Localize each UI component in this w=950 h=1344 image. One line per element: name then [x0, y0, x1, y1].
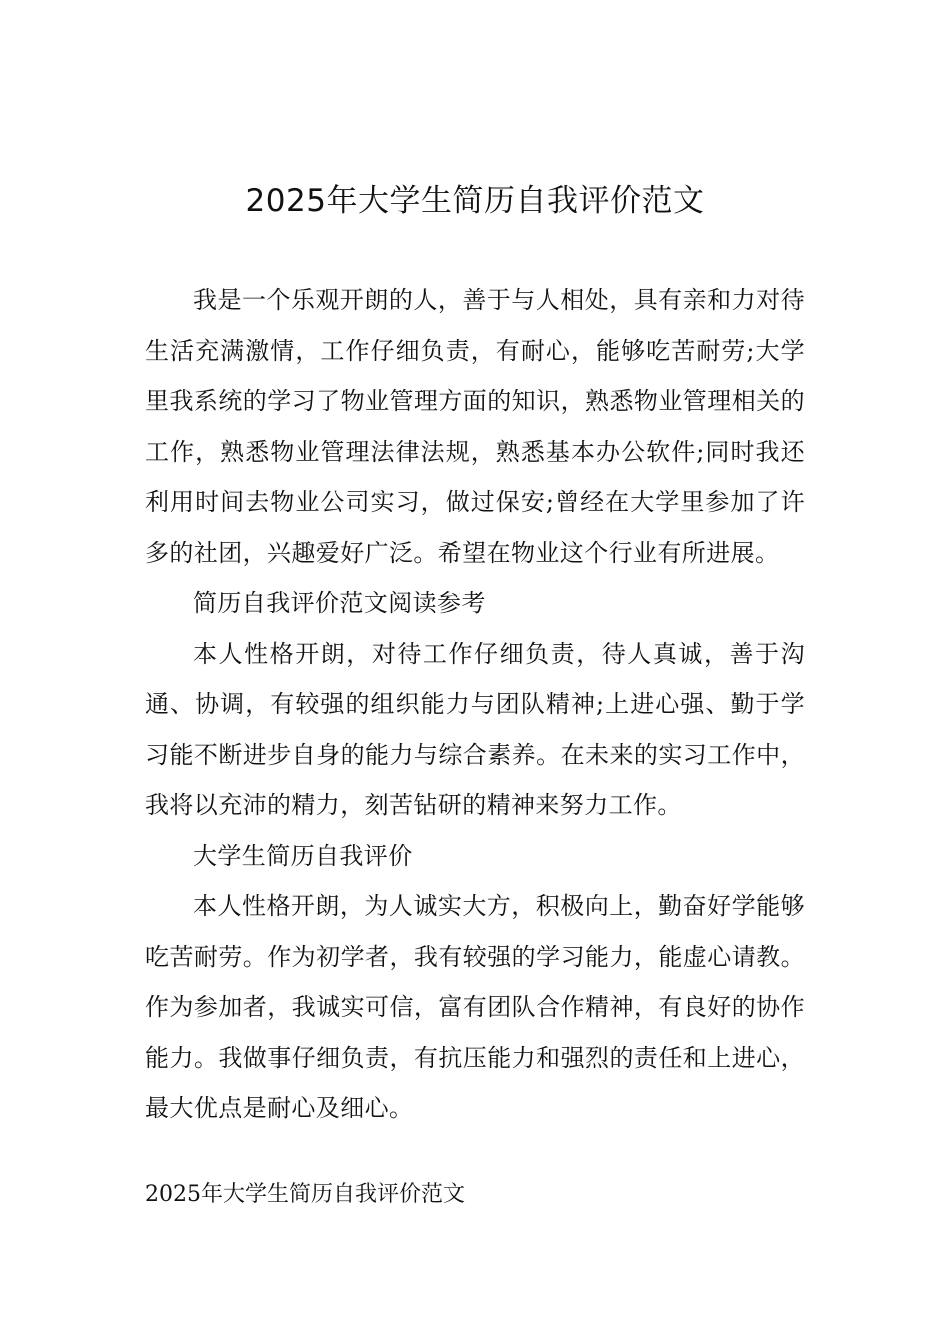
paragraph-intro: 我是一个乐观开朗的人，善于与人相处，具有亲和力对待生活充满激情，工作仔细负责，有耐心，能够吃苦耐劳;大学里我系统的学习了物业管理方面的知识，熟悉物业管理相关的工作，熟悉物业管理法律法规，熟悉基本办公软件;同时我还利用时间去物业公司实习，做过保安;曾经在大学里参加了许多的社团，兴趣爱好广泛。希望在物业这个行业有所进展。: [145, 286, 805, 567]
section-heading-student: 大学生简历自我评价: [193, 841, 413, 870]
document-body: [145, 275, 805, 1134]
document-footer-title: 2025年大学生简历自我评价范文: [145, 1182, 465, 1207]
document-title: 2025年大学生简历自我评价范文: [245, 183, 705, 219]
paragraph-student: 本人性格开朗，为人诚实大方，积极向上，勤奋好学能够吃苦耐劳。作为初学者，我有较强的学习能力，能虚心请教。作为参加者，我诚实可信，富有团队合作精神，有良好的协作能力。我做事仔细负责，有抗压能力和强烈的责任和上进心，最大优点是耐心及细心。: [145, 892, 805, 1122]
section-heading-reference: 简历自我评价范文阅读参考: [193, 589, 486, 617]
paragraph-reference: 本人性格开朗，对待工作仔细负责，待人真诚，善于沟通、协调，有较强的组织能力与团队精神;上进心强、勤于学习能不断进步自身的能力与综合素养。在未来的实习工作中，我将以充沛的精力，刻苦钻研的精神来努力工作。: [145, 639, 805, 819]
